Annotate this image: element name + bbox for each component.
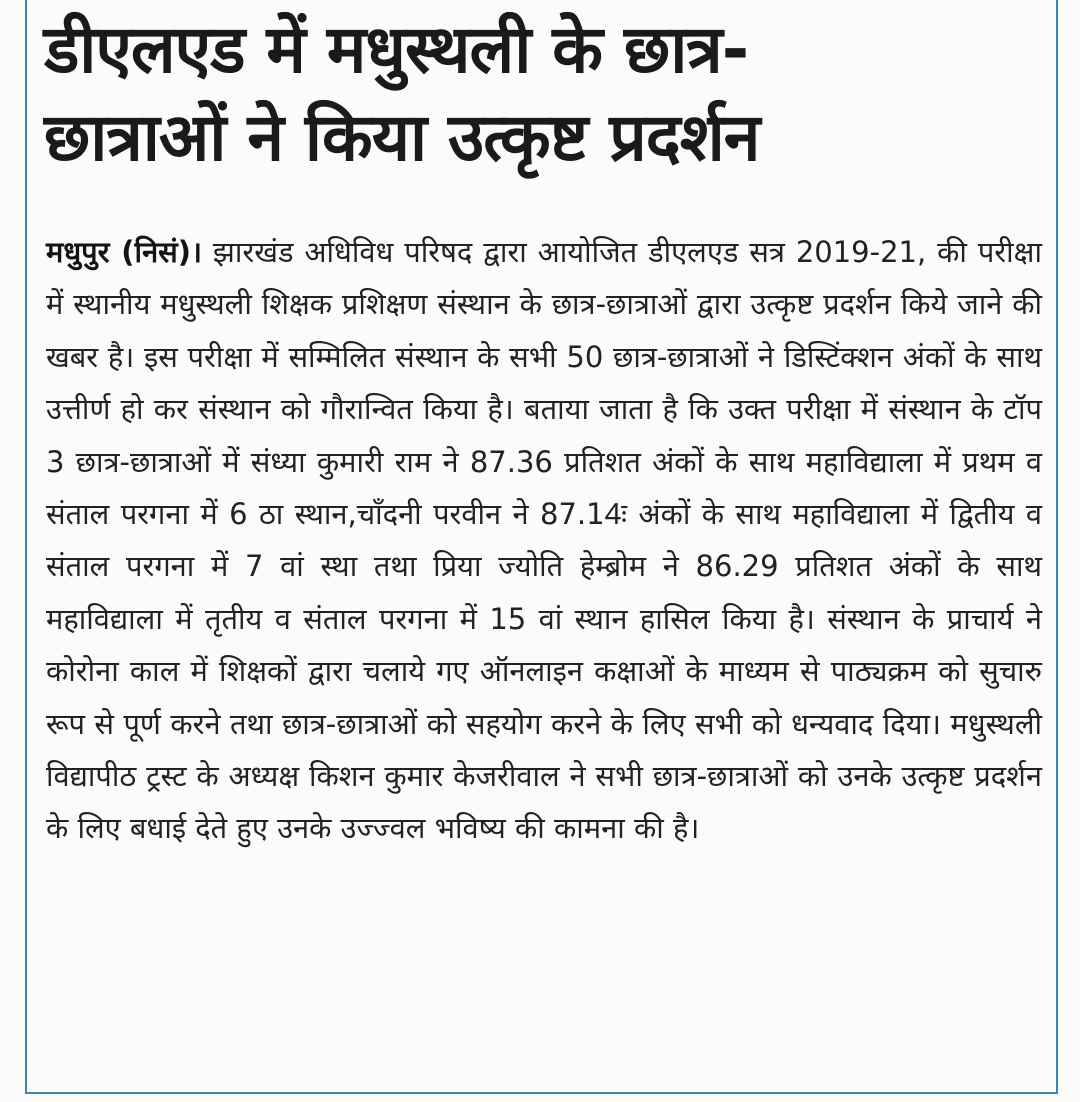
headline-line-1: डीएलएड में मधुस्थली के छात्र- [44,11,749,88]
dateline: मधुपुर (निसं)। [46,235,203,269]
frame-border-bottom [25,1092,1058,1094]
headline-line-2: छात्राओं ने किया उत्कृष्ट प्रदर्शन [44,99,760,176]
article-text: झारखंड अधिविध परिषद द्वारा आयोजित डीएलएड सत्र 2019-21, की परीक्षा में स्थानीय मधुस्थली शिक्षक प्रशिक्षण संस्थान के छात्र-छात्राओं द्वारा उत्कृष्ट प्रदर्शन किये जाने की खबर है। इस परीक्षा में सम्मिलित संस्थान के सभी 50 छात्र-छात्राओं ने डिस्टिंक्शन अंकों के साथ उत्तीर्ण हो कर संस्थान को गौरान्वित किया है। बताया जाता है कि उक्त परीक्षा में संस्थान के टॉप 3 छात्र-छात्राओं में संध्या कुमारी राम ने 87.36 प्रतिशत अंकों के साथ महाविद्याला में प्रथम व संताल परगना में 6 ठा स्थान,चाँदनी परवीन ने 87.14ः अंकों के साथ महाविद्याला में द्वितीय व संताल परगना में 7 वां स्था तथा प्रिया ज्योति हेम्ब्रोम ने 86.29 प्रतिशत अंकों के साथ महाविद्याला में तृतीय व संताल परगना में 15 वां स्थान हासिल किया है। संस्थान के प्राचार्य ने कोरोना काल में शिक्षकों द्वारा चलाये गए ऑनलाइन कक्षाओं के माध्यम से पाठ्यक्रम को सुचारु रूप से पूर्ण करने तथा छात्र-छात्राओं को सहयोग करने के लिए सभी को धन्यवाद दिया। मधुस्थली विद्यापीठ ट्रस्ट के अध्यक्ष किशन कुमार केजरीवाल ने सभी छात्र-छात्राओं को उनके उत्कृष्ट प्रदर्शन के लिए बधाई देते हुए उनके उज्ज्वल भविष्य की कामना की है। [46,235,1042,846]
frame-border-right [1056,0,1058,1094]
frame-border-left [25,0,27,1094]
headline [44,6,1044,182]
article-body [46,226,1042,855]
